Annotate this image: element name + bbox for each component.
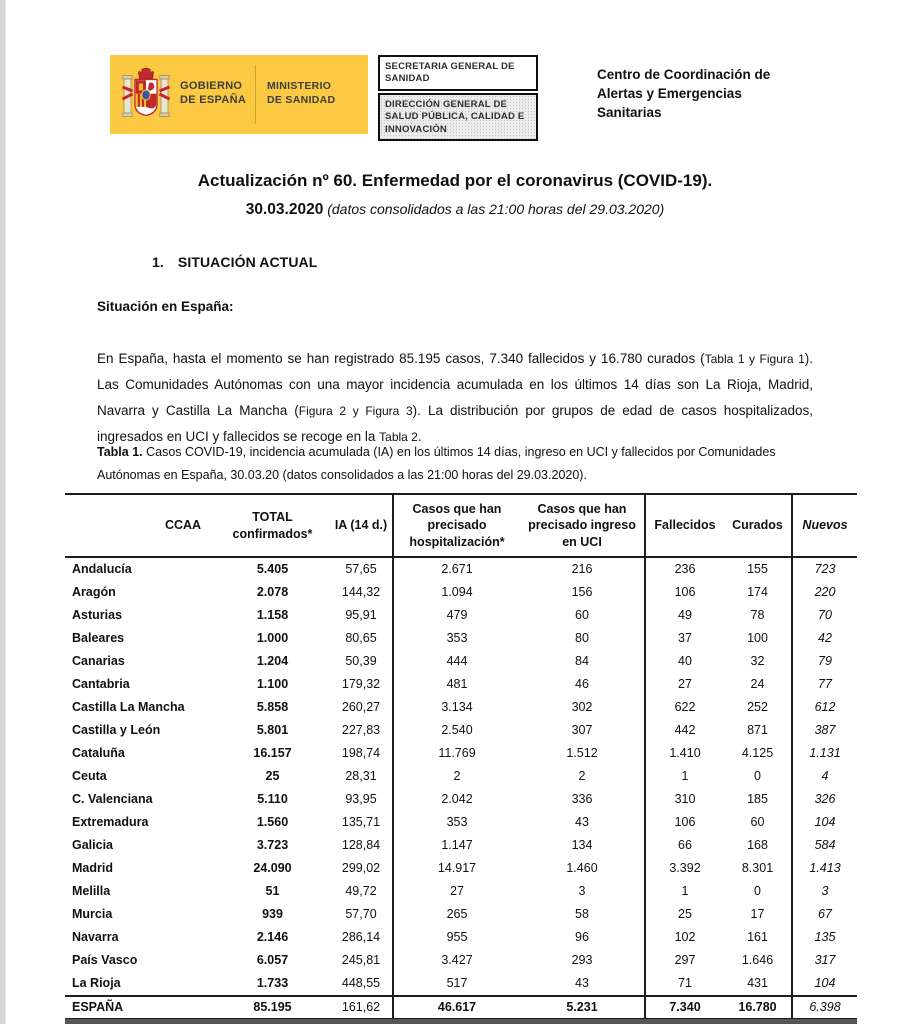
cell-hosp: 2: [453, 769, 461, 783]
cell-hosp: 479: [446, 608, 468, 622]
cell-curados: 871: [724, 719, 792, 742]
cell-ia: 57,70: [330, 903, 393, 926]
cell-fallecidos: 71: [678, 976, 692, 990]
cell-fallecidos: 25: [678, 907, 692, 921]
cell-uci: 307: [520, 719, 645, 742]
cell-ccaa: Cataluña: [72, 746, 125, 760]
table-row: [65, 834, 857, 857]
table-row: [65, 949, 857, 972]
cell-nuevos: 6.398: [809, 1000, 841, 1014]
cell-total: 16.157: [253, 746, 292, 760]
section-number: 1.: [152, 254, 164, 270]
cell-ccaa: Extremadura: [72, 815, 149, 829]
cell-ccaa: Castilla y León: [72, 723, 161, 737]
cell-total: 1.000: [256, 631, 289, 645]
cell-total: 1.733: [256, 976, 289, 990]
cell-ccaa: Asturias: [72, 608, 123, 622]
cell-curados: 16.780: [724, 996, 792, 1019]
cell-ccaa: C. Valenciana: [72, 792, 153, 806]
cell-fallecidos: 40: [678, 654, 692, 668]
cell-hosp: 14.917: [437, 861, 477, 875]
cell-ccaa: La Rioja: [72, 976, 121, 990]
cell-curados: 1.646: [724, 949, 792, 972]
cell-uci: 5.231: [520, 996, 645, 1019]
cell-nuevos: 104: [814, 815, 836, 829]
table-row: [65, 604, 857, 627]
cell-ccaa: Galicia: [72, 838, 113, 852]
cell-hosp: 46.617: [437, 1000, 477, 1014]
cell-total: 939: [262, 907, 283, 921]
unit-box-direccion: [378, 93, 538, 141]
cell-hosp: 955: [446, 930, 468, 944]
col-header-fallecidos: Fallecidos: [654, 518, 716, 533]
cell-ia: 50,39: [330, 650, 393, 673]
reference-figura2-figura3: Figura 2 y Figura 3: [298, 403, 413, 418]
cell-fallecidos: 102: [674, 930, 696, 944]
cell-uci: 2: [520, 765, 645, 788]
cell-hosp: 265: [446, 907, 468, 921]
cell-ia: 286,14: [330, 926, 393, 949]
cell-total: 1.158: [256, 608, 289, 622]
col-header-nuevos: Nuevos: [802, 518, 848, 533]
cell-total: 1.560: [256, 815, 289, 829]
table-header: [65, 494, 857, 557]
col-header-total-confirmados: TOTAL confirmados*: [232, 510, 313, 541]
cell-fallecidos: 1: [681, 884, 689, 898]
table-caption-label: Tabla 1.: [97, 445, 143, 459]
section-heading: [152, 254, 317, 270]
cell-uci: 336: [520, 788, 645, 811]
cell-uci: 1.512: [520, 742, 645, 765]
cell-ia: 179,32: [330, 673, 393, 696]
cell-curados: 252: [724, 696, 792, 719]
cell-hosp: 3.427: [441, 953, 473, 967]
intro-paragraph: [97, 346, 813, 450]
cell-nuevos: 317: [814, 953, 836, 967]
cell-hosp: 353: [446, 631, 468, 645]
cell-total: 5.801: [256, 723, 289, 737]
table-row: [65, 742, 857, 765]
consolidation-note: (datos consolidados a las 21:00 horas del 29.03.2020): [323, 201, 665, 217]
cell-nuevos: 104: [814, 976, 836, 990]
table-bottom-border: [65, 1019, 857, 1024]
cell-total: 1.100: [256, 677, 289, 691]
cell-hosp: 481: [446, 677, 468, 691]
cell-ia: 57,65: [330, 557, 393, 581]
cell-uci: 46: [520, 673, 645, 696]
cell-nuevos: 70: [818, 608, 832, 622]
cell-fallecidos: 236: [674, 562, 696, 576]
table-row: [65, 719, 857, 742]
cell-ccaa: Navarra: [72, 930, 119, 944]
cell-curados: 174: [724, 581, 792, 604]
cell-total: 25: [265, 769, 280, 783]
table-caption-text: Casos COVID-19, incidencia acumulada (IA) en los últimos 14 días, ingreso en UCI y fallecidos por Comunidades Autónomas en España, 30.03.20 (datos consolidados a las 21:00 horas del 29.03.2020).: [97, 445, 776, 482]
cell-hosp: 1.094: [441, 585, 473, 599]
cell-curados: 60: [724, 811, 792, 834]
cell-fallecidos: 442: [674, 723, 696, 737]
cell-uci: 293: [520, 949, 645, 972]
cell-uci: 302: [520, 696, 645, 719]
cell-curados: 32: [724, 650, 792, 673]
unit-box-secretaria-label: SECRETARIA GENERAL DE SANIDAD: [385, 61, 515, 85]
cell-uci: 84: [520, 650, 645, 673]
cell-ccaa: ESPAÑA: [72, 1000, 124, 1014]
cell-curados: 78: [724, 604, 792, 627]
cell-fallecidos: 622: [674, 700, 696, 714]
cell-ia: 135,71: [330, 811, 393, 834]
cell-curados: 168: [724, 834, 792, 857]
cell-ia: 95,91: [330, 604, 393, 627]
page-edge-strip: [0, 0, 6, 1024]
table-row: [65, 650, 857, 673]
reference-tabla2: Tabla 2: [379, 429, 418, 444]
cell-nuevos: 1.131: [809, 746, 841, 760]
cell-nuevos: 387: [814, 723, 836, 737]
cell-curados: 0: [724, 880, 792, 903]
cell-total: 5.405: [256, 562, 289, 576]
table-total-row: [65, 996, 857, 1019]
col-header-ccaa: CCAA: [164, 518, 202, 533]
cell-ia: 28,31: [330, 765, 393, 788]
cell-ccaa: Madrid: [72, 861, 113, 875]
cell-total: 5.110: [257, 792, 288, 806]
cell-hosp: 3.134: [441, 700, 473, 714]
cell-hosp: 1.147: [441, 838, 473, 852]
cell-ia: 299,02: [330, 857, 393, 880]
cell-fallecidos: 1: [681, 769, 689, 783]
cell-nuevos: 135: [814, 930, 836, 944]
cell-curados: 100: [724, 627, 792, 650]
spain-coat-of-arms-icon: [122, 63, 170, 130]
cell-ia: 198,74: [330, 742, 393, 765]
cell-uci: 43: [520, 811, 645, 834]
cell-curados: 0: [724, 765, 792, 788]
cell-ia: 227,83: [330, 719, 393, 742]
cell-hosp: 2.671: [441, 562, 473, 576]
table-row: [65, 857, 857, 880]
table-row: [65, 788, 857, 811]
intro-text: ). La distribución por grupos de edad de casos hospitalizados, ingresados en UCI y fallecidos se recoge en la: [97, 402, 813, 444]
reference-tabla1-figura1: Tabla 1 y Figura 1: [704, 351, 805, 366]
table-row: [65, 557, 857, 581]
cell-hosp: 27: [450, 884, 464, 898]
table-body: [65, 557, 857, 1019]
cell-fallecidos: 49: [678, 608, 692, 622]
table-row: [65, 903, 857, 926]
cell-fallecidos: 310: [674, 792, 696, 806]
col-header-hospitalizacion: Casos que han precisado hospitalización*: [409, 502, 505, 549]
cell-nuevos: 42: [818, 631, 832, 645]
cell-uci: 216: [520, 557, 645, 581]
agency-name: Centro de Coordinación de Alertas y Emergencias Sanitarias: [597, 67, 771, 120]
cell-nuevos: 67: [818, 907, 832, 921]
cell-nuevos: 723: [814, 562, 836, 576]
table-caption: [97, 441, 819, 487]
cell-hosp: 353: [446, 815, 468, 829]
cell-ia: 260,27: [330, 696, 393, 719]
cell-uci: 96: [520, 926, 645, 949]
logo-divider: [255, 65, 256, 124]
unit-box-secretaria: [378, 55, 538, 91]
cell-hosp: 444: [446, 654, 468, 668]
cell-total: 51: [265, 884, 280, 898]
cell-total: 1.204: [256, 654, 289, 668]
ministerio-label: MINISTERIO DE SANIDAD: [267, 80, 336, 107]
cell-ccaa: Ceuta: [72, 769, 107, 783]
cell-fallecidos: 7.340: [669, 1000, 701, 1014]
cell-nuevos: 77: [818, 677, 832, 691]
cell-ccaa: Aragón: [72, 585, 116, 599]
cell-nuevos: 1.413: [809, 861, 841, 875]
cell-ccaa: Cantabria: [72, 677, 130, 691]
cell-nuevos: 584: [814, 838, 836, 852]
cell-nuevos: 326: [814, 792, 836, 806]
cell-hosp: 2.540: [441, 723, 473, 737]
cell-ccaa: Andalucía: [72, 562, 132, 576]
page-subtitle: [60, 201, 850, 219]
cell-fallecidos: 106: [674, 585, 696, 599]
cell-nuevos: 4: [821, 769, 829, 783]
cell-ccaa: Castilla La Mancha: [72, 700, 185, 714]
cell-curados: 161: [724, 926, 792, 949]
table-row: [65, 972, 857, 996]
cell-fallecidos: 106: [674, 815, 696, 829]
cell-curados: 4.125: [724, 742, 792, 765]
cell-ccaa: Murcia: [72, 907, 113, 921]
cell-ia: 93,95: [330, 788, 393, 811]
cell-total: 85.195: [253, 1000, 292, 1014]
cell-curados: 155: [724, 557, 792, 581]
cell-ia: 448,55: [330, 972, 393, 996]
cell-curados: 431: [724, 972, 792, 996]
cell-total: 24.090: [253, 861, 292, 875]
cell-ia: 49,72: [330, 880, 393, 903]
page-title: Actualización nº 60. Enfermedad por el coronavirus (COVID-19).: [197, 171, 713, 190]
cell-curados: 8.301: [724, 857, 792, 880]
intro-text: ). Las Comunidades Autónomas con una mayor incidencia acumulada en los últimos 14 días son La Rioja, Madrid, Navarra y Castilla La Mancha (: [97, 350, 813, 418]
cell-nuevos: 612: [814, 700, 836, 714]
cell-total: 5.858: [256, 700, 289, 714]
cell-uci: 58: [520, 903, 645, 926]
col-header-curados: Curados: [724, 494, 792, 557]
cell-total: 2.146: [256, 930, 289, 944]
cell-fallecidos: 1.410: [669, 746, 701, 760]
cell-fallecidos: 27: [678, 677, 692, 691]
ministry-logo: [110, 55, 368, 134]
section-label: SITUACIÓN ACTUAL: [177, 254, 318, 270]
report-date: 30.03.2020: [245, 201, 324, 218]
cell-curados: 185: [724, 788, 792, 811]
cell-ia: 80,65: [330, 627, 393, 650]
cell-uci: 60: [520, 604, 645, 627]
col-header-ia-14d: IA (14 d.): [330, 494, 393, 557]
cell-ia: 245,81: [330, 949, 393, 972]
cell-ccaa: País Vasco: [72, 953, 138, 967]
cell-total: 3.723: [256, 838, 289, 852]
cell-fallecidos: 37: [678, 631, 692, 645]
table-row: [65, 765, 857, 788]
cell-ia: 128,84: [330, 834, 393, 857]
table-row: [65, 811, 857, 834]
table-row: [65, 880, 857, 903]
cell-uci: 1.460: [520, 857, 645, 880]
cell-uci: 156: [520, 581, 645, 604]
cell-hosp: 11.769: [438, 746, 476, 760]
table-row: [65, 696, 857, 719]
cell-ia: 161,62: [330, 996, 393, 1019]
cell-total: 6.057: [256, 953, 289, 967]
cell-uci: 3: [520, 880, 645, 903]
cell-ccaa: Baleares: [72, 631, 125, 645]
cell-curados: 24: [724, 673, 792, 696]
cell-ia: 144,32: [330, 581, 393, 604]
unit-box-direccion-label: DIRECCIÓN GENERAL DE SALUD PÚBLICA, CALIDAD E INNOVACIÓN: [385, 99, 525, 135]
cell-nuevos: 220: [814, 585, 836, 599]
cell-ccaa: Melilla: [72, 884, 111, 898]
table-row: [65, 926, 857, 949]
intro-text: En España, hasta el momento se han registrado 85.195 casos, 7.340 fallecidos y 16.780 curados (: [97, 350, 705, 366]
subsection-heading: Situación en España:: [97, 299, 234, 314]
cell-ccaa: Canarias: [72, 654, 125, 668]
table-row: [65, 673, 857, 696]
cell-uci: 134: [520, 834, 645, 857]
cell-curados: 17: [724, 903, 792, 926]
cell-nuevos: 3: [821, 884, 829, 898]
cell-uci: 43: [520, 972, 645, 996]
intro-text: .: [417, 428, 422, 444]
table-row: [65, 581, 857, 604]
cell-nuevos: 79: [818, 654, 832, 668]
cell-fallecidos: 66: [678, 838, 692, 852]
cell-hosp: 517: [446, 976, 468, 990]
cell-fallecidos: 297: [674, 953, 696, 967]
cell-uci: 80: [520, 627, 645, 650]
table-row: [65, 627, 857, 650]
cell-hosp: 2.042: [441, 792, 473, 806]
gobierno-label: GOBIERNO DE ESPAÑA: [180, 80, 247, 107]
cell-total: 2.078: [256, 585, 289, 599]
cell-fallecidos: 3.392: [669, 861, 701, 875]
col-header-ingreso-uci: Casos que han precisado ingreso en UCI: [520, 494, 645, 557]
covid-table: [65, 493, 857, 1020]
